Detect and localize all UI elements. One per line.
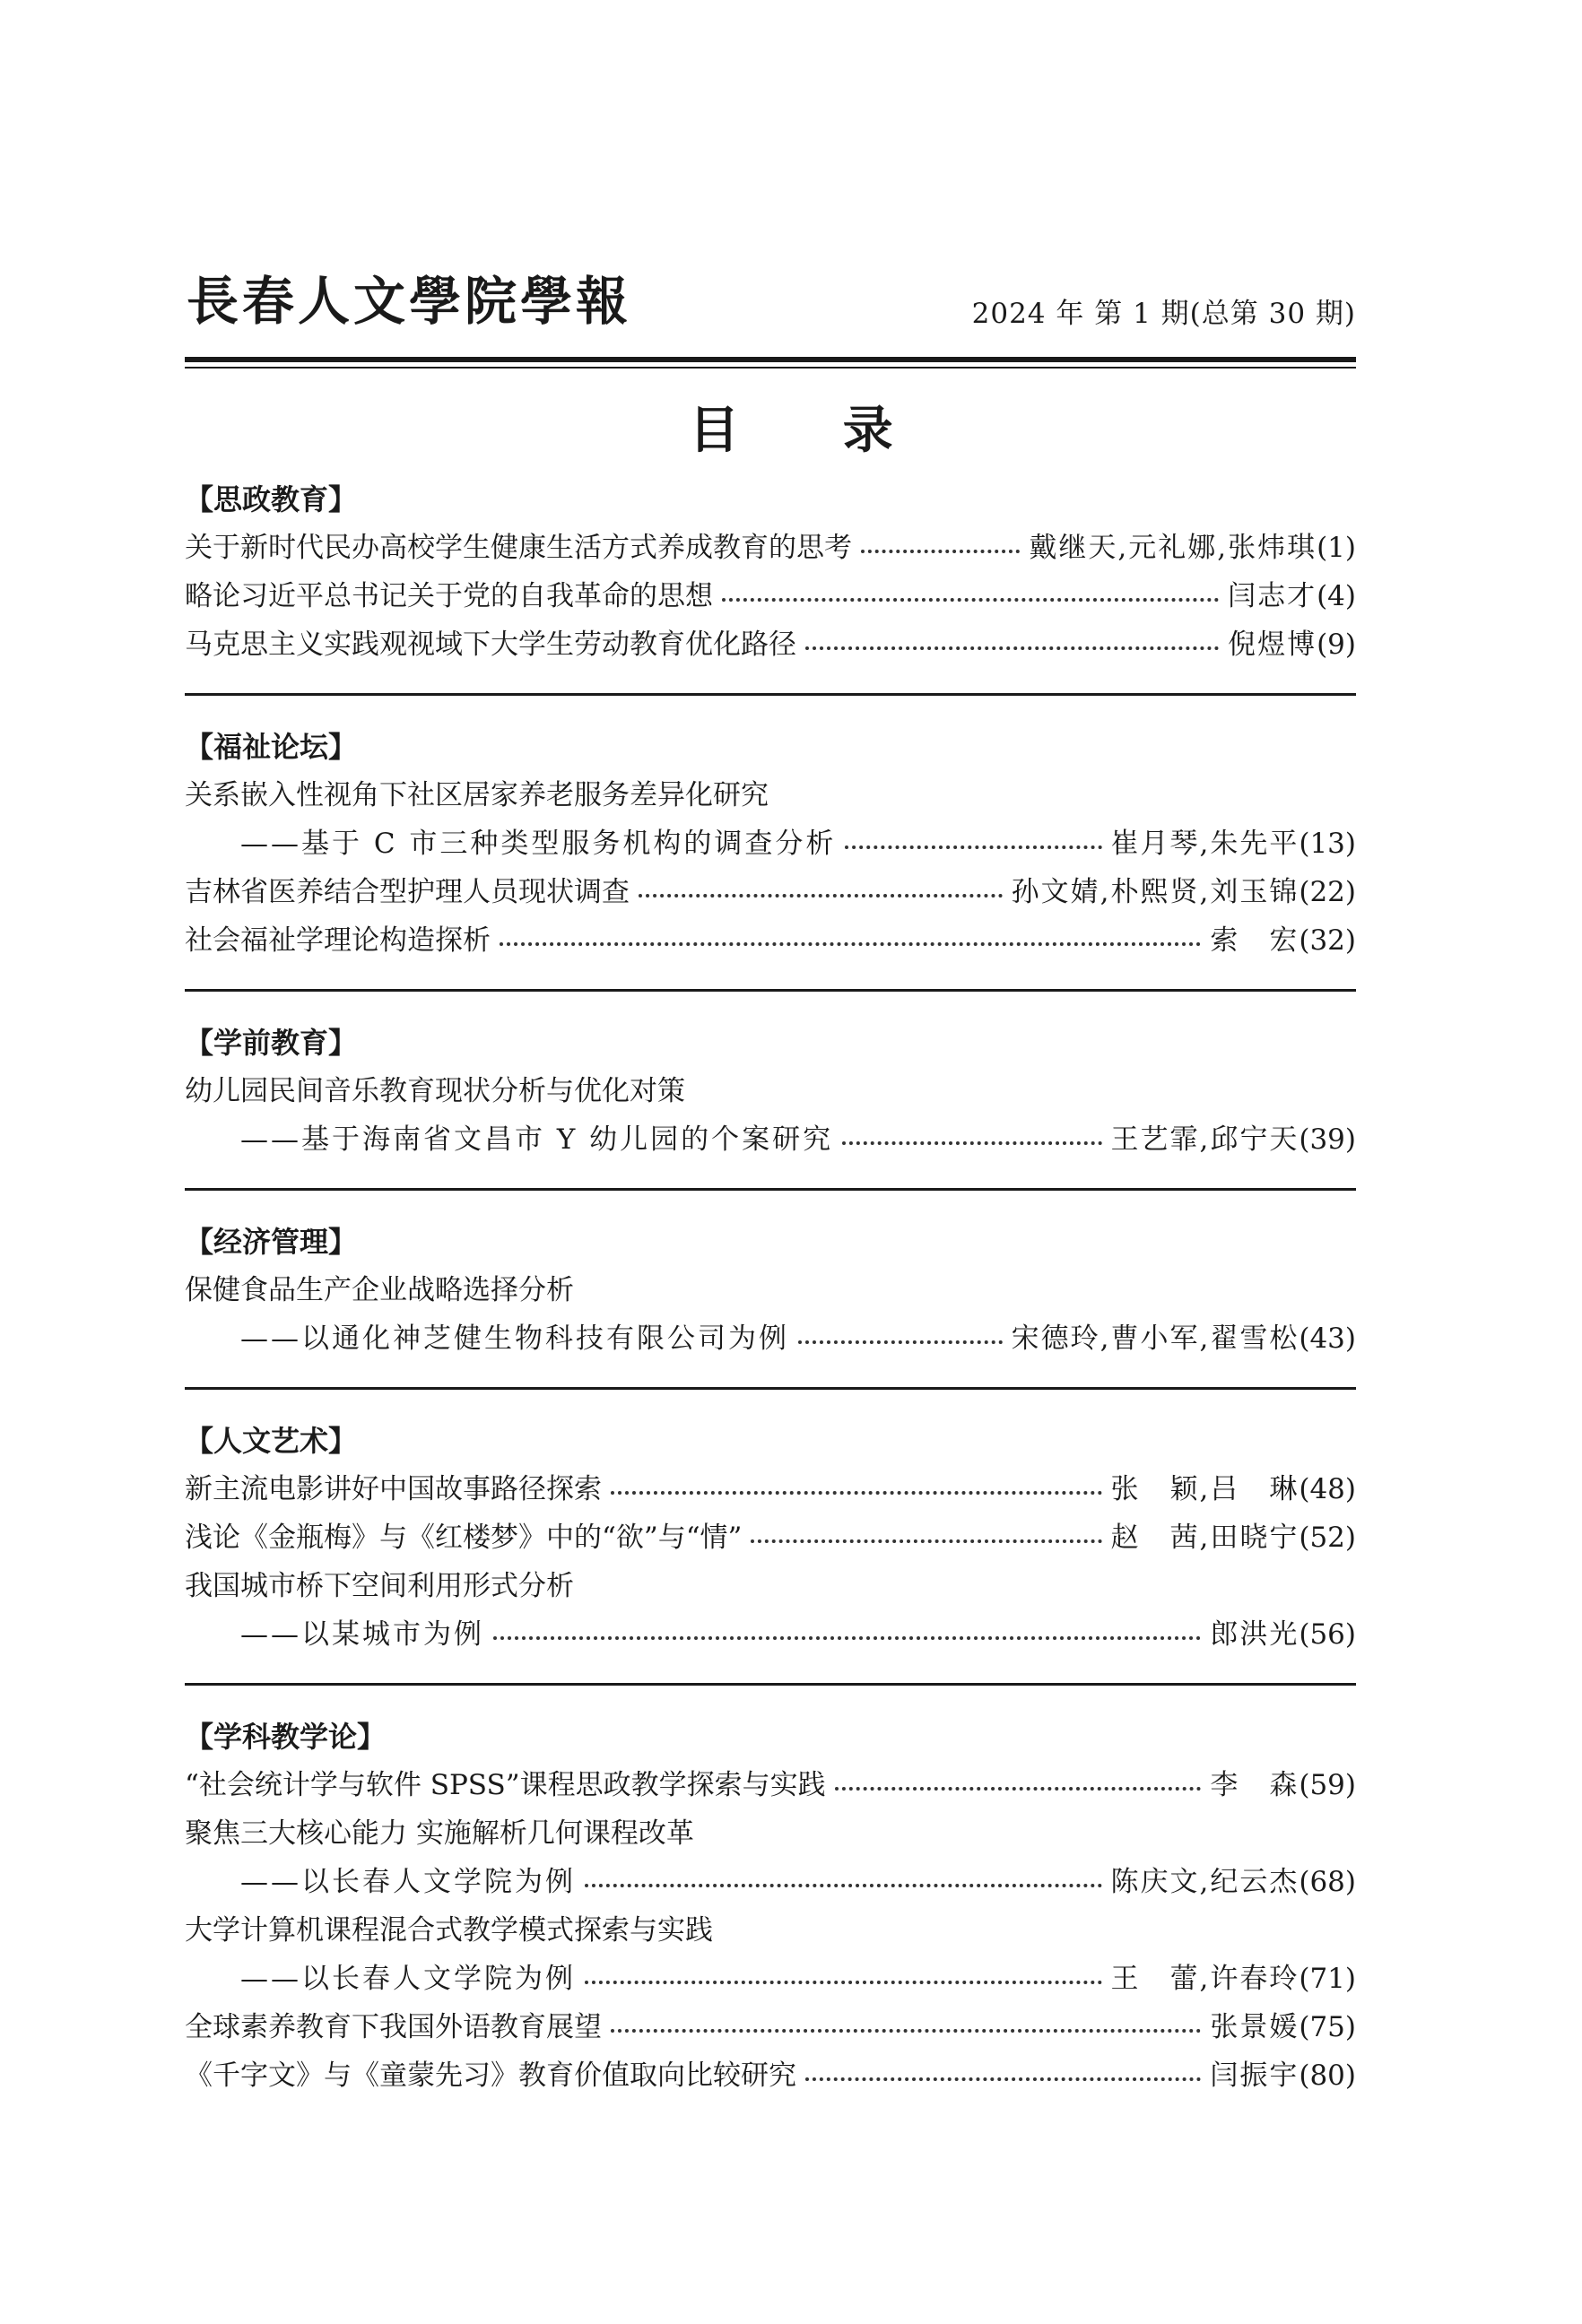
entry-subtitle: ——基于 C 市三种类型服务机构的调查分析 (240, 828, 837, 860)
entry-authors: 索 宏 (1210, 924, 1300, 957)
entry-page: (13) (1299, 828, 1356, 860)
entry-authors: 郎洪光 (1210, 1618, 1300, 1651)
entry-page: (59) (1299, 1769, 1356, 1801)
entry-authors: 王艺霏,邱宁天 (1110, 1123, 1300, 1156)
entry-title: 聚焦三大核心能力 实施解析几何课程改革 (185, 1817, 694, 1850)
section-divider (185, 1188, 1356, 1191)
toc-entry (185, 572, 1356, 620)
entry-subtitle: ——以通化神芝健生物科技有限公司为例 (240, 1322, 789, 1355)
dot-leader (798, 1340, 1003, 1344)
entry-page: (71) (1299, 1963, 1356, 1995)
entry-title: 新主流电影讲好中国故事路径探索 (185, 1473, 602, 1505)
entry-page: (39) (1299, 1123, 1356, 1156)
entry-title: 略论习近平总书记关于党的自我革命的思想 (185, 580, 713, 612)
entry-page: (9) (1317, 629, 1356, 661)
toc-section (185, 723, 1356, 965)
entry-authors: 闫志才 (1228, 580, 1317, 612)
section-divider (185, 1387, 1356, 1390)
toc-section (185, 1417, 1356, 1659)
entry-authors: 倪煜博 (1228, 629, 1317, 661)
entry-authors: 宋德玲,曹小军,翟雪松 (1011, 1322, 1300, 1355)
toc-entry (185, 868, 1356, 916)
entry-title: 浅论《金瓶梅》与《红楼梦》中的“欲”与“情” (185, 1522, 743, 1554)
issue-info: 2024 年 第 1 期(总第 30 期) (971, 298, 1356, 330)
dot-leader (493, 1636, 1201, 1640)
toc-entry (185, 1809, 1356, 1858)
section-heading: 【经济管理】 (185, 1225, 358, 1259)
entry-page: (56) (1299, 1618, 1356, 1651)
entry-title: 关于新时代民办高校学生健康生活方式养成教育的思考 (185, 532, 852, 564)
entry-subtitle: ——基于海南省文昌市 Y 幼儿园的个案研究 (240, 1123, 834, 1156)
entry-authors: 王 蕾,许春玲 (1110, 1963, 1300, 1995)
entry-title: 关系嵌入性视角下社区居家养老服务差异化研究 (185, 779, 769, 811)
entry-title: “社会统计学与软件 SPSS”课程思政教学探索与实践 (185, 1769, 826, 1801)
dot-leader (639, 894, 1003, 898)
entry-title: 社会福祉学理论构造探析 (185, 924, 491, 957)
toc-subtitle-row (185, 1610, 1356, 1659)
toc-entry (185, 524, 1356, 572)
entry-title: 全球素养教育下我国外语教育展望 (185, 2011, 602, 2043)
page-title: 目 录 (689, 402, 936, 460)
dot-leader (842, 1141, 1101, 1145)
section-divider (185, 693, 1356, 696)
entry-page: (43) (1299, 1322, 1356, 1355)
entry-authors: 闫振宇 (1210, 2060, 1300, 2092)
toc-entry (185, 1266, 1356, 1314)
section-divider (185, 1683, 1356, 1686)
dot-leader (611, 2029, 1201, 2033)
toc-entry (185, 1906, 1356, 1955)
entry-title: 《千字文》与《童蒙先习》教育价值取向比较研究 (185, 2060, 796, 2092)
entry-page: (32) (1299, 924, 1356, 957)
masthead (187, 265, 1356, 337)
entry-page: (22) (1299, 876, 1356, 908)
dot-leader (585, 1884, 1102, 1887)
section-heading: 【学科教学论】 (185, 1720, 387, 1754)
toc-entry (185, 771, 1356, 819)
dot-leader (722, 598, 1219, 602)
entry-authors: 赵 茜,田晓宁 (1110, 1522, 1300, 1554)
toc-section (185, 1713, 1356, 2100)
entry-authors: 戴继天,元礼娜,张炜琪 (1029, 532, 1317, 564)
dot-leader (751, 1539, 1101, 1543)
entry-title: 保健食品生产企业战略选择分析 (185, 1274, 574, 1306)
entry-page: (1) (1317, 532, 1356, 564)
toc-subtitle-row (185, 1955, 1356, 2003)
entry-authors: 李 森 (1210, 1769, 1300, 1801)
entry-title: 大学计算机课程混合式教学模式探索与实践 (185, 1914, 713, 1947)
entry-page: (75) (1299, 2011, 1356, 2043)
toc-entry (185, 2003, 1356, 2051)
dot-leader (805, 2077, 1201, 2081)
journal-name: 長春人文學院學報 (187, 271, 632, 332)
toc-entry (185, 620, 1356, 669)
dot-leader (861, 550, 1020, 553)
entry-page: (52) (1299, 1522, 1356, 1554)
entry-authors: 张景媛 (1210, 2011, 1300, 2043)
toc-entry (185, 1067, 1356, 1115)
section-heading: 【福祉论坛】 (185, 730, 358, 764)
dot-leader (835, 1787, 1202, 1791)
toc-subtitle-row (185, 1115, 1356, 1164)
toc-entry (185, 916, 1356, 965)
entry-title: 吉林省医养结合型护理人员现状调查 (185, 876, 630, 908)
entry-authors: 孙文婧,朴熙贤,刘玉锦 (1011, 876, 1300, 908)
header-rule (185, 357, 1356, 369)
section-heading: 【学前教育】 (185, 1026, 358, 1060)
toc-entry (185, 1562, 1356, 1610)
toc-subtitle-row (185, 1314, 1356, 1363)
entry-subtitle: ——以长春人文学院为例 (240, 1963, 576, 1995)
toc-entry (185, 1761, 1356, 1809)
toc-section (185, 1218, 1356, 1363)
dot-leader (500, 942, 1201, 946)
toc-section (185, 475, 1356, 669)
toc-subtitle-row (185, 819, 1356, 868)
entry-authors: 陈庆文,纪云杰 (1110, 1866, 1300, 1898)
entry-page: (4) (1317, 580, 1356, 612)
entry-subtitle: ——以长春人文学院为例 (240, 1866, 576, 1898)
entry-title: 我国城市桥下空间利用形式分析 (185, 1570, 574, 1602)
toc-section (185, 1019, 1356, 1164)
dot-leader (805, 646, 1219, 650)
entry-page: (80) (1299, 2060, 1356, 2092)
section-heading: 【思政教育】 (185, 482, 358, 516)
entry-title: 马克思主义实践观视域下大学生劳动教育优化路径 (185, 629, 796, 661)
dot-leader (585, 1981, 1102, 1984)
toc-entry (185, 2051, 1356, 2100)
section-divider (185, 989, 1356, 992)
entry-subtitle: ——以某城市为例 (240, 1618, 484, 1651)
entry-page: (48) (1299, 1473, 1356, 1505)
toc-entry (185, 1513, 1356, 1562)
toc-entry (185, 1465, 1356, 1513)
entry-authors: 崔月琴,朱先平 (1110, 828, 1300, 860)
section-heading: 【人文艺术】 (185, 1424, 358, 1458)
entry-title: 幼儿园民间音乐教育现状分析与优化对策 (185, 1075, 685, 1107)
dot-leader (845, 845, 1101, 849)
entry-page: (68) (1299, 1866, 1356, 1898)
dot-leader (611, 1491, 1102, 1495)
entry-authors: 张 颖,吕 琳 (1110, 1473, 1300, 1505)
toc-subtitle-row (185, 1858, 1356, 1906)
